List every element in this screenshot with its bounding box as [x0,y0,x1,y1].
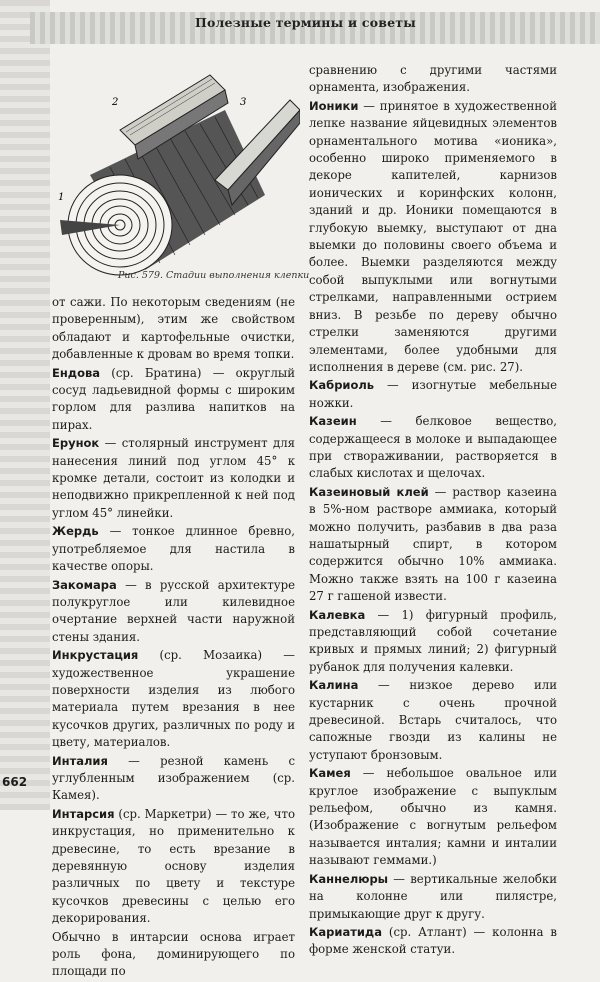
entry-term: Камея [309,766,351,781]
entry-term: Инталия [52,753,108,768]
entry-paragraph [309,62,557,97]
entry-paragraph [309,765,557,869]
entry-paragraph [52,806,295,928]
decorative-border [0,0,50,810]
entry-paragraph [52,929,295,981]
entry-text: — низкое дерево или кустарник с очень прочной древесиной. Встарь считалось, что сапожные гвозди из калины не уступают бронзовым. [309,678,557,762]
entry-term: Кабриоль [309,378,375,393]
entry-text: — небольшое овальное или круглое изображение с выпуклым рельефом, обычно из камня. (Изображение с вогнутым рельефом называется инталия; камни и инталии называют геммами.) [309,766,557,868]
entry-text: Обычно в интарсии основа играет роль фона, доминирующего по площади по [52,929,295,979]
entry-term: Закомара [52,577,117,592]
entry-paragraph [309,377,557,412]
entry-term: Инкрустация [52,648,139,663]
entry-text: — 1) фигурный профиль, представляющий собой сочетание кривых и прямых линий; 2) фигурный рубанок для получения калевки. [309,607,557,674]
entry-paragraph [309,484,557,606]
label-1: 1 [58,192,65,203]
entry-term: Калевка [309,607,366,622]
right-column [309,62,557,960]
entry-text: — белковое вещество, содержащееся в молоке и выпадающее при створаживании, растворяется в слабых кислотах и щелочах. [309,414,557,481]
entry-paragraph [52,753,295,805]
entry-text: (ср. Маркетри) — то же, что инкрустация, но применительно к древесине, то есть врезание в деревянную основу изделия различных по цвету и текстуре кусочков древесины с целью его декорирования. [52,806,295,926]
left-column [52,294,295,982]
entry-paragraph [309,413,557,483]
label-2: 2 [112,97,119,108]
entry-text: (ср. Атлант) — колонна в форме женской статуи. [309,924,557,957]
entry-paragraph [52,577,295,647]
entry-paragraph [52,435,295,522]
entry-text: — резной камень с углубленным изображением (ср. Камея). [52,753,295,803]
entry-paragraph [52,523,295,575]
entry-term: Ерунок [52,436,100,451]
entry-paragraph [309,607,557,677]
entry-paragraph [309,924,557,959]
entry-text: (ср. Братина) — округлый сосуд ладьевидной формы с широким горлом для разлива напитков на пирах. [52,365,295,432]
entry-term: Казеиновый клей [309,484,429,499]
entry-text: — в русской архитектуре полукруглое или килевидное очертание верхней части наружной стены здания. [52,577,295,644]
entry-text: — изогнутые мебельные ножки. [309,378,557,410]
entry-paragraph [309,677,557,764]
entry-paragraph [309,98,557,377]
entry-paragraph [309,871,557,923]
figure-caption: Рис. 579. Стадии выполнения клепки [118,270,310,281]
label-3: 3 [240,97,247,108]
entry-text: — столярный инструмент для нанесения линий под углом 45° к кромке детали, состоит из колодки и неподвижно прикрепленной к ней под углом 45° линейки. [52,436,295,520]
entry-term: Жердь [52,524,99,539]
entry-text: — вертикальные желобки на колонне или пилястре, примыкающие друг к другу. [309,871,557,921]
entry-text: — принятое в художественной лепке название яйцевидных элементов орнаментального мотива «ионика», особенно широко применяемого в декоре капителей, карнизов ионических и коринфских колонн, зданий и др. Ионики помещаются в глубокую выемку, выступают от дна выемки до половины своего объема и более. Выемки разделяются между собой выпуклыми или вогнутыми стрелками, направленными острием вниз. В резьбе по дереву обычно стрелки заменяются другими элементами, более удобными для исполнения в дереве (см. рис. 27). [309,98,557,374]
entry-term: Ионики [309,98,359,113]
entry-term: Ендова [52,365,101,380]
entry-paragraph [52,365,295,435]
entry-text: — раствор казеина в 5%-ном растворе аммиака, который можно получить, разбавив в два раза нашатырный спирт, в котором содержится обычно 10% аммиака. Можно также взять на 100 г казеина 27 г гашеной извести. [309,484,557,604]
entry-term: Казеин [309,414,357,429]
running-header: Полезные термины и советы [195,15,416,30]
entry-text: (ср. Мозаика) — художественное украшение поверхности изделия из любого материала путем врезания в нее кусочков других, различных по роду и цвету, материалов. [52,648,295,750]
entry-text: от сажи. По некоторым сведениям (не проверенным), этим же свойством обладают и картофельные очистки, добавленные к дровам во время топки. [52,295,295,362]
page-number: 662 [2,775,28,789]
entry-text: сравнению с другими частями орнамента, изображения. [309,63,557,95]
entry-term: Каннелюры [309,871,389,886]
entry-text: — тонкое длинное бревно, употребляемое для настила в качестве опоры. [52,524,295,574]
entry-paragraph [52,294,295,364]
entry-term: Калина [309,678,359,693]
log-illustration [50,55,300,285]
entry-term: Интарсия [52,806,115,821]
entry-paragraph [52,647,295,751]
entry-term: Кариатида [309,924,382,939]
